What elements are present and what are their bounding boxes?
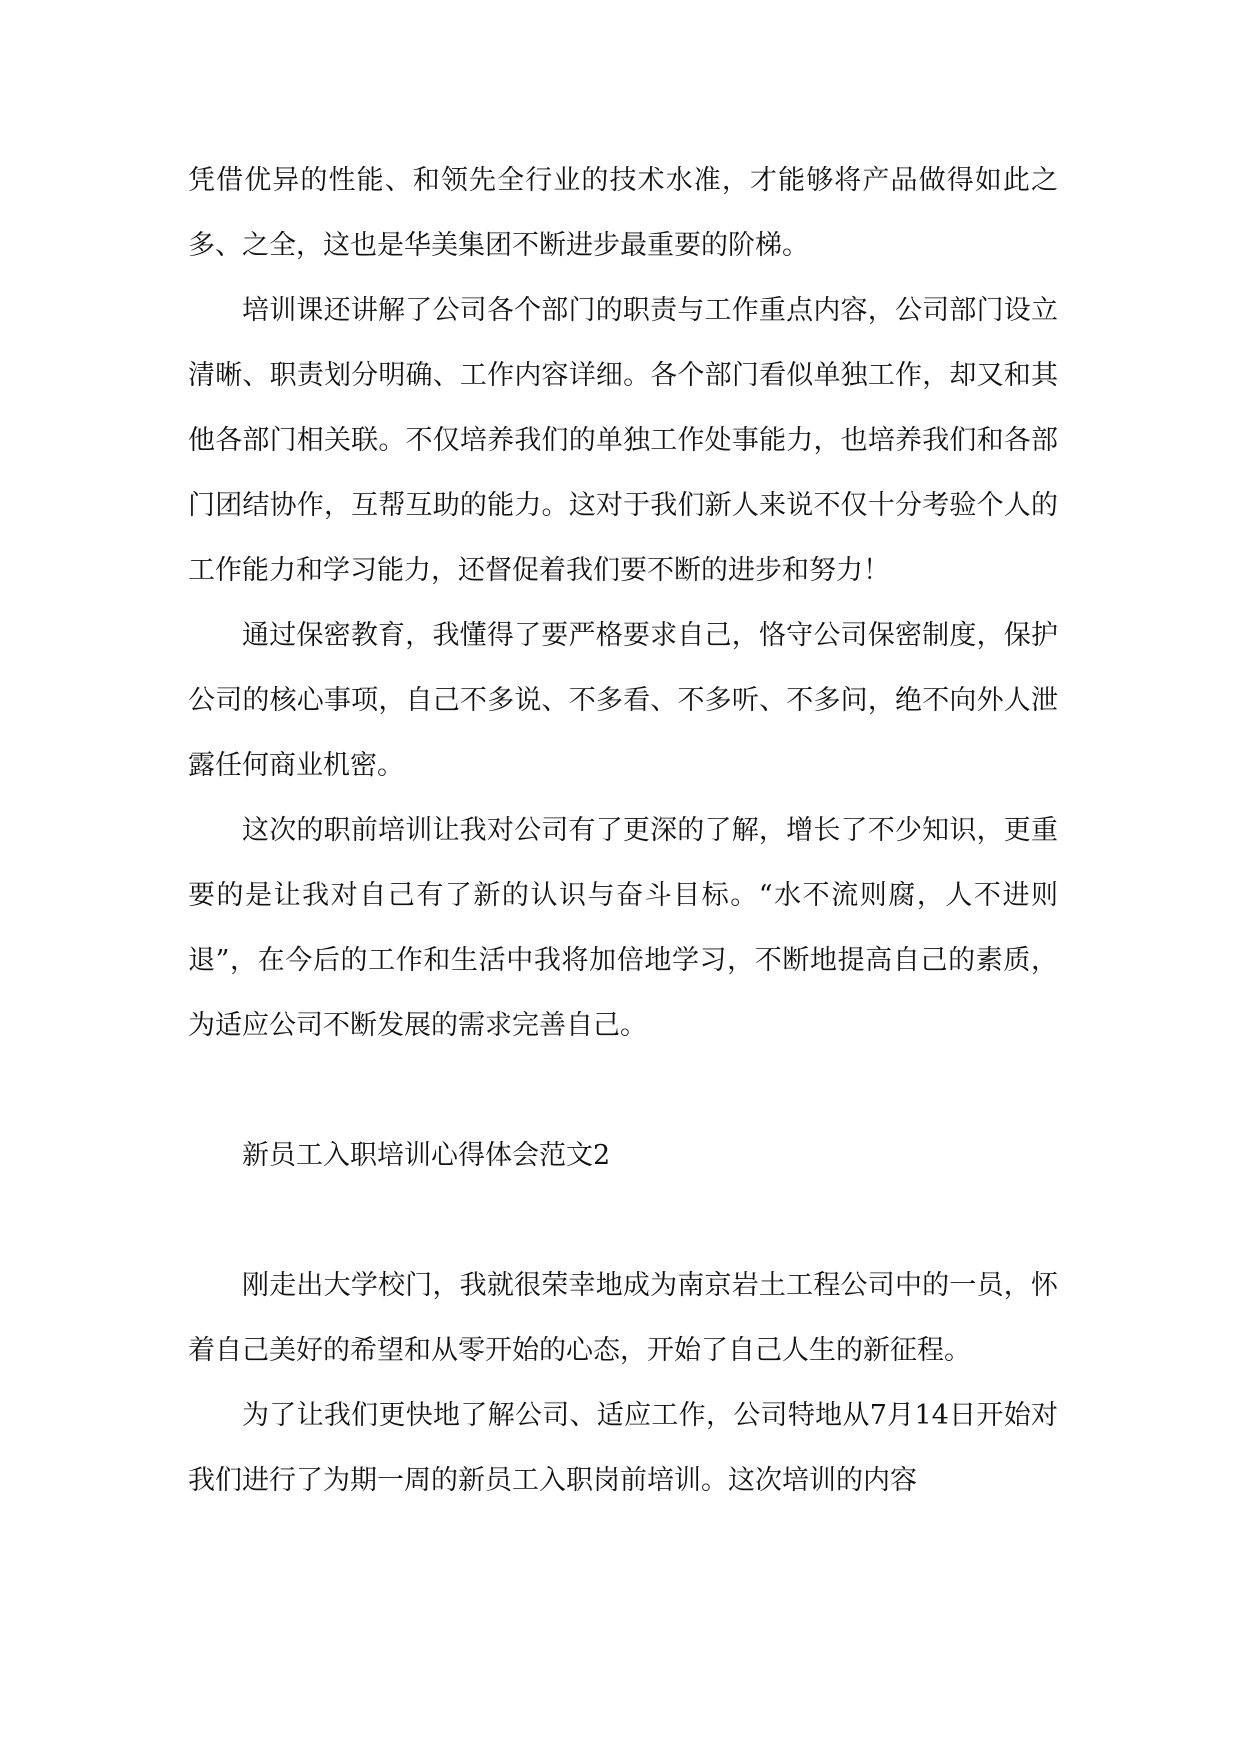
- document-page: [188, 148, 1058, 1513]
- paragraph-intro: 刚走出大学校门，我就很荣幸地成为南京岩土工程公司中的一员，怀着自己美好的希望和从零开始的心态，开始了自己人生的新征程。: [188, 1270, 1058, 1366]
- paragraph-confidentiality: 通过保密教育，我懂得了要严格要求自己，恪守公司保密制度，保护公司的核心事项，自己不多说、不多看、不多听、不多问，绝不向外人泄露任何商业机密。: [188, 620, 1058, 781]
- paragraph-training: 为了让我们更快地了解公司、适应工作，公司特地从7月14日开始对我们进行了为期一周的新员工入职岗前培训。这次培训的内容: [188, 1400, 1058, 1496]
- paragraph-departments: 培训课还讲解了公司各个部门的职责与工作重点内容，公司部门设立清晰、职责划分明确、工作内容详细。各个部门看似单独工作，却又和其他各部门相关联。不仅培养我们的单独工作处事能力，也培养我们和各部门团结协作，互帮互助的能力。这对于我们新人来说不仅十分考验个人的工作能力和学习能力，还督促着我们要不断的进步和努力！: [188, 295, 1058, 586]
- paragraph-continued: 凭借优异的性能、和领先全行业的技术水准，才能够将产品做得如此之多、之全，这也是华美集团不断进步最重要的阶梯。: [188, 165, 1058, 261]
- spacer: [188, 1058, 1058, 1123]
- spacer: [188, 1188, 1058, 1253]
- section-heading: 新员工入职培训心得体会范文2: [242, 1140, 611, 1171]
- paragraph-conclusion: 这次的职前培训让我对公司有了更深的了解，增长了不少知识，更重要的是让我对自己有了新的认识与奋斗目标。“水不流则腐，人不进则退”，在今后的工作和生活中我将加倍地学习，不断地提高自己的素质，为适应公司不断发展的需求完善自己。: [188, 815, 1058, 1041]
